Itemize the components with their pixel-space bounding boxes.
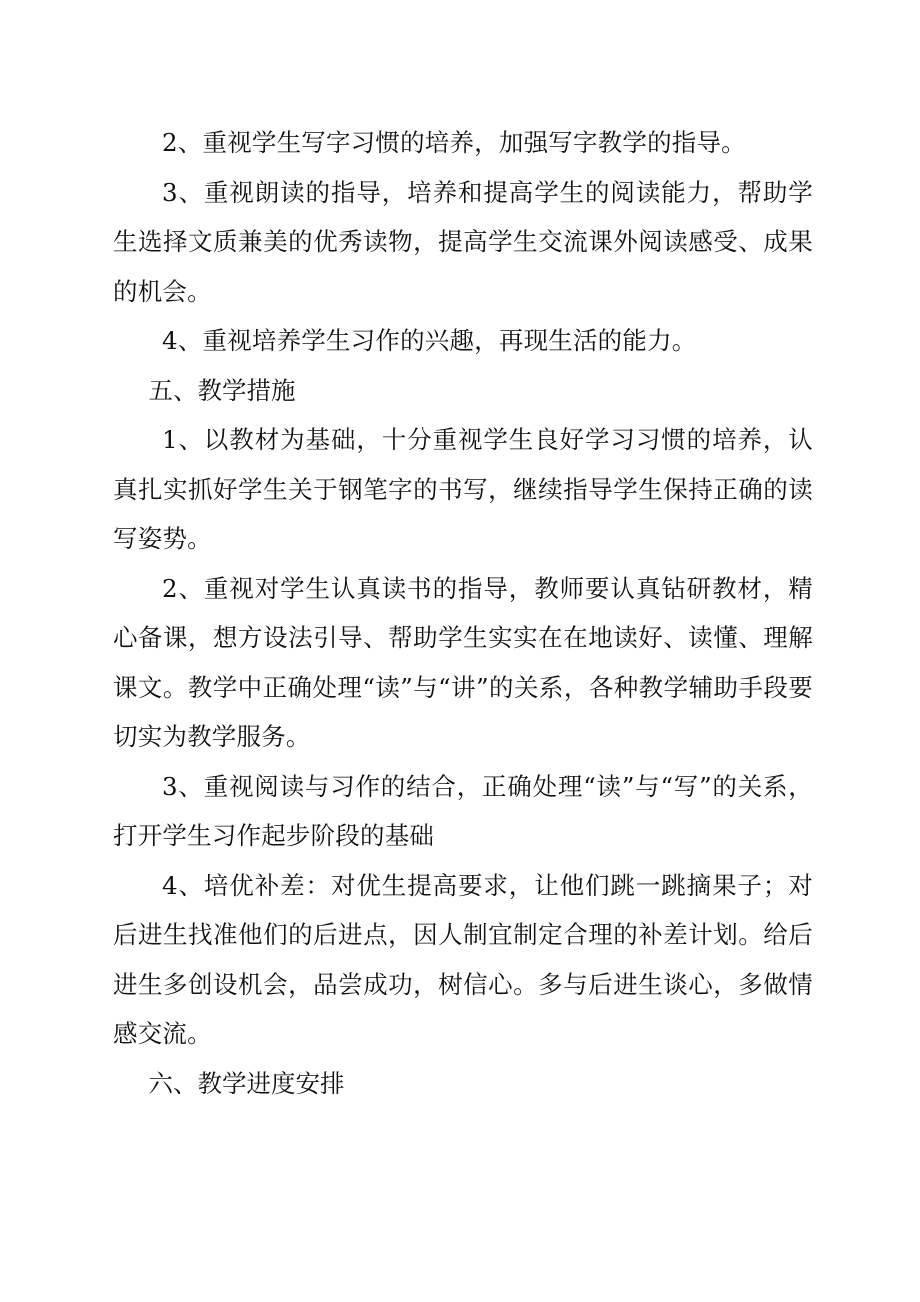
paragraph-reading-guidance: 3、重视朗读的指导，培养和提高学生的阅读能力，帮助学生选择文质兼美的优秀读物，提高学生交流课外阅读感受、成果的机会。 (113, 177, 813, 306)
section-heading-teaching-schedule: 六、教学进度安排 (148, 1068, 345, 1098)
paragraph-writing-habits: 2、重视学生写字习惯的培养，加强写字教学的指导。 (162, 128, 746, 157)
section-heading-teaching-measures: 五、教学措施 (148, 375, 296, 405)
paragraph-measure-1: 1、以教材为基础，十分重视学生良好学习习惯的培养，认真扎实抓好学生关于钢笔字的书写，继续指导学生保持正确的读写姿势。 (113, 425, 813, 553)
paragraph-measure-4: 4、培优补差：对优生提高要求，让他们跳一跳摘果子；对后进生找准他们的后进点，因人制宜制定合理的补差计划。给后进生多创设机会，品尝成功，树信心。多与后进生谈心，多做情感交流。 (113, 870, 813, 1048)
document-body (113, 118, 813, 1108)
paragraph-measure-2: 2、重视对学生认真读书的指导，教师要认真钻研教材，精心备课，想方设法引导、帮助学生实实在在地读好、读懂、理解课文。教学中正确处理“读”与“讲”的关系，各种教学辅助手段要切实为教学服务。 (113, 573, 813, 751)
paragraph-composition-interest: 4、重视培养学生习作的兴趣，再现生活的能力。 (162, 326, 697, 355)
paragraph-measure-3: 3、重视阅读与习作的结合，正确处理“读”与“写”的关系，打开学生习作起步阶段的基础 (113, 771, 813, 850)
